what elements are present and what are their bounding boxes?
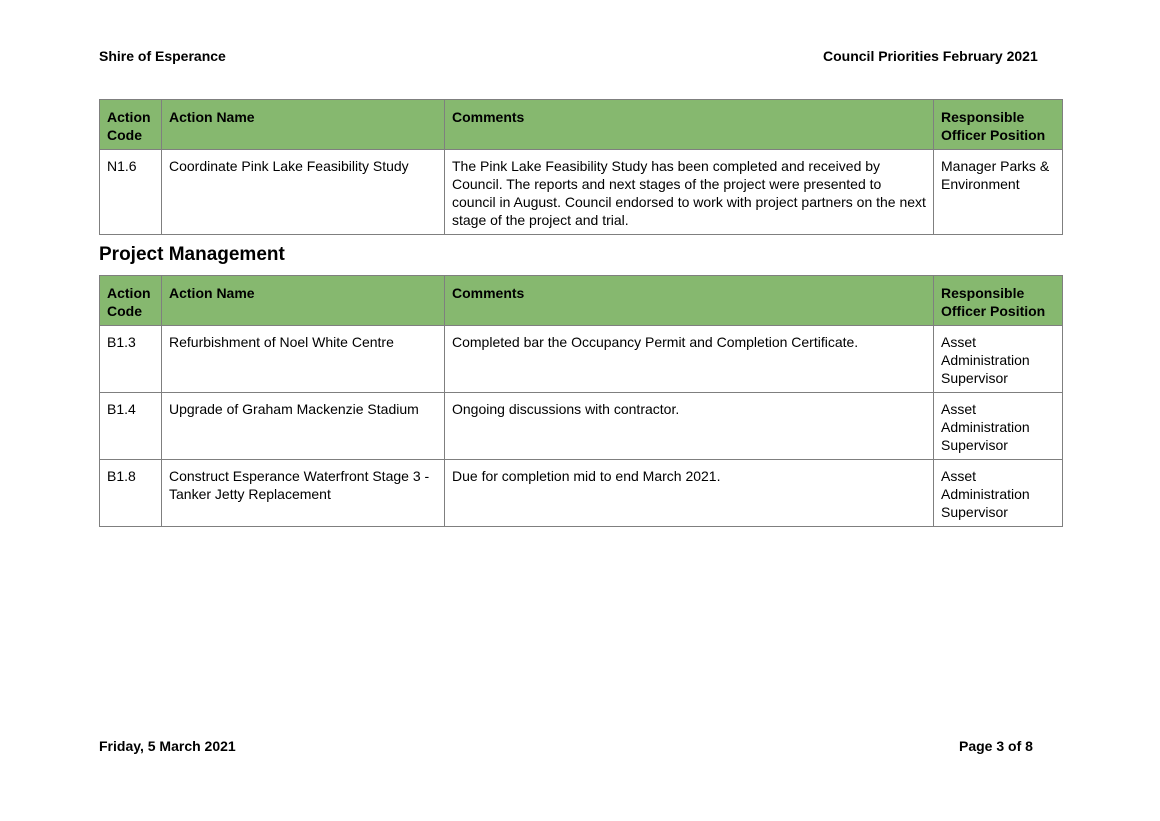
footer-date: Friday, 5 March 2021 (99, 738, 236, 754)
cell-responsible-officer: Manager Parks & Environment (934, 150, 1063, 235)
column-header-action-name: Action Name (162, 100, 445, 150)
column-header-action-code: Action Code (100, 100, 162, 150)
table-row (100, 326, 1063, 393)
cell-responsible-officer: Asset Administration Supervisor (934, 393, 1063, 460)
table-row (100, 150, 1063, 235)
cell-comments: The Pink Lake Feasibility Study has been completed and received by Council. The reports and next stages of the project were presented to council in August. Council endorsed to work with project partners on the next stage of the project and trial. (445, 150, 934, 235)
cell-action-name: Construct Esperance Waterfront Stage 3 - Tanker Jetty Replacement (162, 460, 445, 527)
section-heading: Project Management (99, 244, 285, 265)
table-header-row (100, 276, 1063, 326)
cell-responsible-officer: Asset Administration Supervisor (934, 326, 1063, 393)
cell-responsible-officer: Asset Administration Supervisor (934, 460, 1063, 527)
column-header-action-name: Action Name (162, 276, 445, 326)
project-management-table (99, 275, 1063, 527)
column-header-responsible-officer: Responsible Officer Position (934, 100, 1063, 150)
table-row (100, 393, 1063, 460)
cell-action-code: B1.4 (100, 393, 162, 460)
cell-action-code: B1.3 (100, 326, 162, 393)
cell-comments: Completed bar the Occupancy Permit and Completion Certificate. (445, 326, 934, 393)
cell-action-code: N1.6 (100, 150, 162, 235)
column-header-action-code: Action Code (100, 276, 162, 326)
cell-action-name: Coordinate Pink Lake Feasibility Study (162, 150, 445, 235)
cell-comments: Ongoing discussions with contractor. (445, 393, 934, 460)
table-row (100, 460, 1063, 527)
document-header-title: Council Priorities February 2021 (823, 48, 1038, 64)
cell-action-name: Refurbishment of Noel White Centre (162, 326, 445, 393)
column-header-comments: Comments (445, 276, 934, 326)
document-header-org: Shire of Esperance (99, 48, 226, 64)
footer-page-number: Page 3 of 8 (959, 738, 1033, 754)
priorities-table-n1 (99, 99, 1063, 235)
cell-comments: Due for completion mid to end March 2021. (445, 460, 934, 527)
cell-action-name: Upgrade of Graham Mackenzie Stadium (162, 393, 445, 460)
column-header-responsible-officer: Responsible Officer Position (934, 276, 1063, 326)
column-header-comments: Comments (445, 100, 934, 150)
table-header-row (100, 100, 1063, 150)
cell-action-code: B1.8 (100, 460, 162, 527)
